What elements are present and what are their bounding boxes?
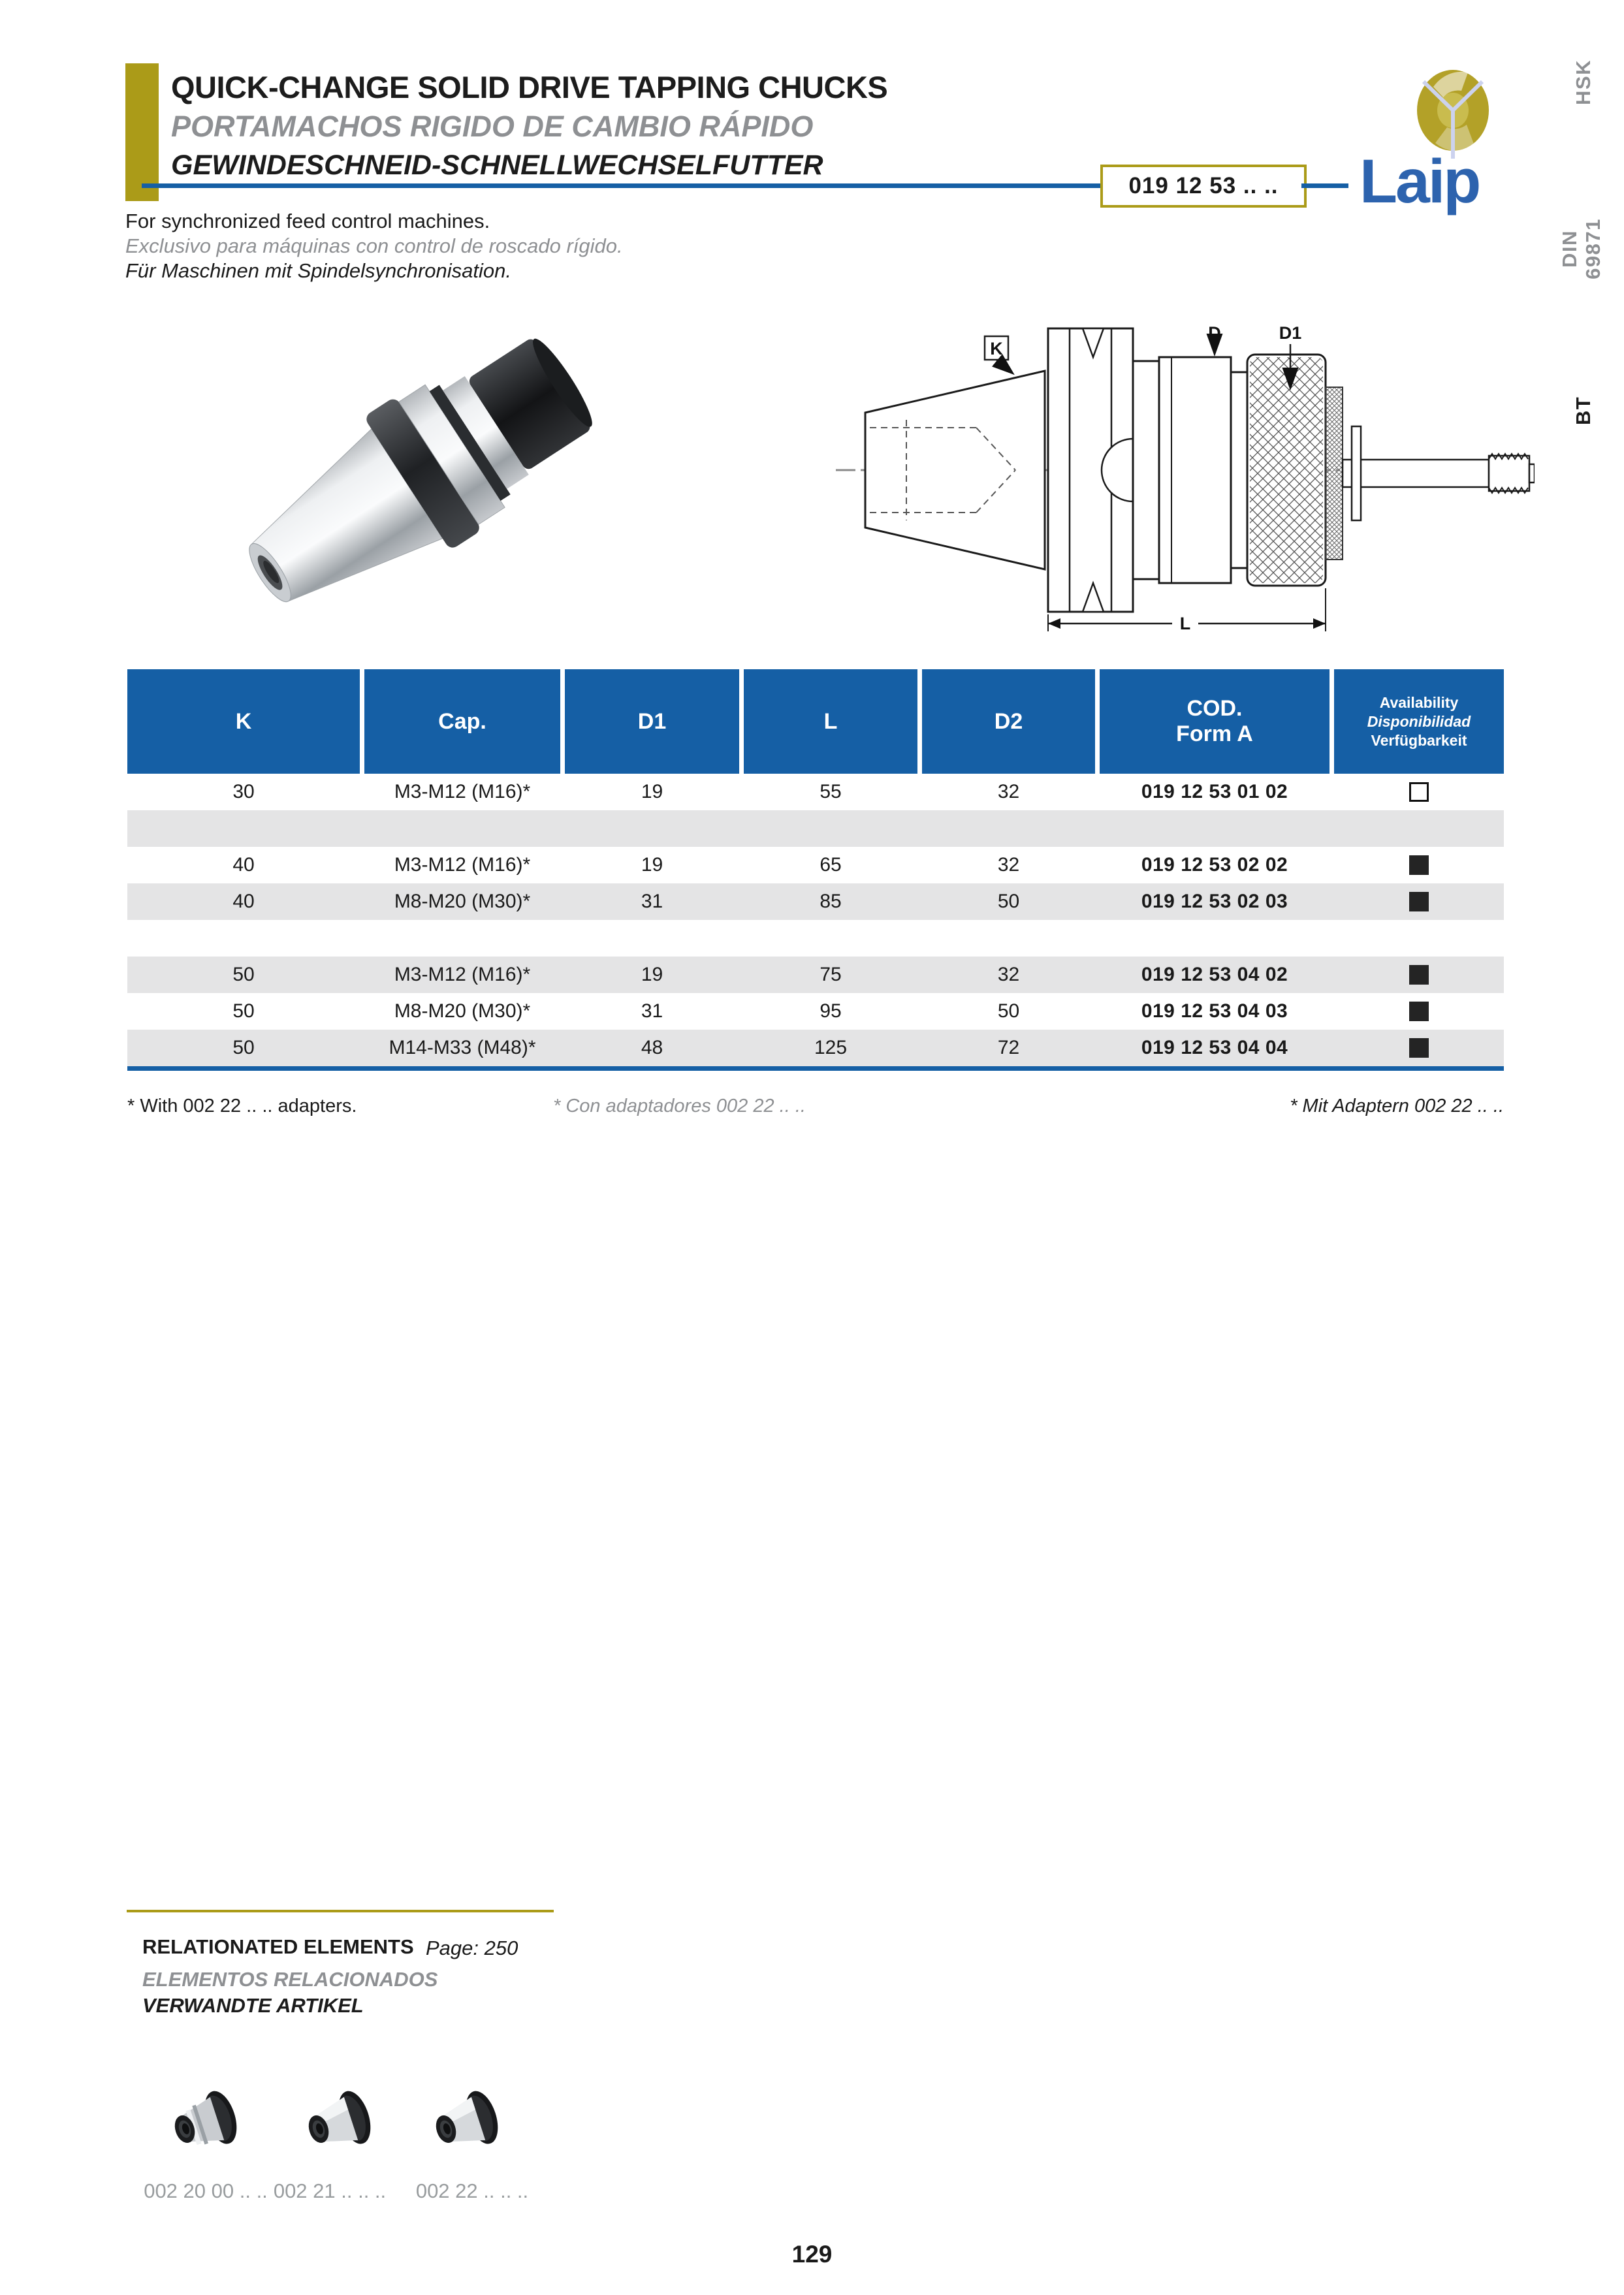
col-header-d2: D2 — [922, 669, 1095, 774]
availability-de: Verfügbarkeit — [1371, 731, 1467, 749]
table-row — [127, 957, 1504, 993]
col-header-d1: D1 — [565, 669, 739, 774]
sidebar-label-hsk: HSK — [1572, 59, 1595, 105]
cell-cod: 019 12 53 01 02 — [1141, 781, 1288, 802]
table-row — [127, 883, 1504, 920]
dimensions-table — [127, 669, 1504, 1071]
adapter-code-3: 002 22 .. .. .. — [415, 2179, 529, 2202]
intro-german: Für Maschinen mit Spindelsynchronisation. — [125, 259, 511, 282]
cell-availability — [1334, 883, 1504, 920]
related-title-german: VERWANDTE ARTIKEL — [142, 1994, 364, 2017]
cell-l: 65 — [820, 854, 842, 876]
drawing-label-k: K — [990, 339, 1003, 358]
availability-square — [1409, 1038, 1429, 1058]
table-row — [127, 774, 1504, 810]
product-code-box — [1100, 165, 1307, 208]
cell-d2: 32 — [997, 781, 1020, 802]
cell-cod: 019 12 53 02 02 — [1141, 854, 1288, 876]
table-row — [127, 993, 1504, 1030]
title-german: GEWINDESCHNEID-SCHNELLWECHSELFUTTER — [171, 150, 823, 181]
page-title — [171, 68, 1085, 184]
cell-d1: 19 — [641, 781, 663, 802]
col-header-cap: Cap. — [364, 669, 560, 774]
cell-cap: M3-M12 (M16)* — [394, 781, 531, 802]
col-header-availability — [1334, 669, 1504, 774]
cell-cod: 019 12 53 02 03 — [1141, 891, 1288, 912]
cell-d1: 19 — [641, 964, 663, 985]
cell-k: 50 — [232, 964, 255, 985]
header-rule-left — [142, 183, 1100, 188]
intro-english: For synchronized feed control machines. — [125, 210, 490, 232]
col-header-k: K — [127, 669, 360, 774]
cell-k: 50 — [232, 1037, 255, 1058]
cell-d1: 19 — [641, 854, 663, 876]
table-spacer-row — [127, 810, 1504, 847]
cell-cap: M3-M12 (M16)* — [394, 964, 531, 985]
adapter-code-1: 002 20 00 .. .. — [144, 2179, 268, 2202]
intro-spanish: Exclusivo para máquinas con control de roscado rígido. — [125, 234, 623, 257]
drawing-label-l: L — [1179, 614, 1191, 633]
cell-availability — [1334, 847, 1504, 883]
availability-square — [1409, 892, 1429, 911]
table-spacer-row — [127, 920, 1504, 957]
related-divider-line — [127, 1910, 554, 1912]
gold-accent-bar — [125, 63, 159, 201]
cell-d1: 31 — [641, 891, 663, 912]
cell-k: 30 — [232, 781, 255, 802]
cell-l: 125 — [814, 1037, 848, 1058]
cell-d2: 32 — [997, 964, 1020, 985]
sidebar-label-din-number: 69871 — [1582, 218, 1604, 279]
cell-cod: 019 12 53 04 02 — [1141, 964, 1288, 985]
cell-cap: M14-M33 (M48)* — [389, 1037, 536, 1058]
availability-square — [1409, 1002, 1429, 1021]
technical-drawing — [829, 317, 1535, 643]
footnote-spanish: * Con adaptadores 002 22 .. .. — [553, 1096, 806, 1116]
footnote-german: * Mit Adaptern 002 22 .. .. — [1290, 1096, 1504, 1116]
related-page-reference: Page: 250 — [426, 1937, 518, 1959]
cell-l: 75 — [820, 964, 842, 985]
cell-d2: 50 — [997, 891, 1020, 912]
cell-cod: 019 12 53 04 04 — [1141, 1037, 1288, 1058]
col-header-l: L — [744, 669, 917, 774]
title-english: QUICK-CHANGE SOLID DRIVE TAPPING CHUCKS — [171, 70, 888, 104]
cell-cap: M8-M20 (M30)* — [394, 1000, 531, 1022]
cell-availability — [1334, 774, 1504, 810]
table-row — [127, 847, 1504, 883]
cell-d2: 50 — [997, 1000, 1020, 1022]
cell-availability — [1334, 957, 1504, 993]
availability-square — [1409, 855, 1429, 875]
cell-availability — [1334, 993, 1504, 1030]
col-header-cod-line1: COD. — [1186, 696, 1243, 721]
cell-availability — [1334, 1030, 1504, 1066]
related-title-english: RELATIONATED ELEMENTS — [142, 1935, 414, 1958]
availability-en: Availability — [1379, 693, 1459, 711]
cell-d2: 32 — [997, 854, 1020, 876]
header-rule-right — [1301, 183, 1348, 188]
availability-square — [1409, 782, 1429, 802]
product-photo — [163, 320, 673, 633]
cell-d1: 31 — [641, 1000, 663, 1022]
availability-es: Disponibilidad — [1367, 712, 1471, 730]
table-header-row — [127, 669, 1504, 774]
cell-k: 50 — [232, 1000, 255, 1022]
availability-square — [1409, 965, 1429, 985]
cell-l: 85 — [820, 891, 842, 912]
table-bottom-rule — [127, 1066, 1504, 1071]
cell-d1: 48 — [641, 1037, 663, 1058]
title-spanish: PORTAMACHOS RIGIDO DE CAMBIO RÁPIDO — [171, 110, 814, 143]
col-header-cod-line2: Form A — [1176, 721, 1253, 746]
sidebar-label-bt: BT — [1572, 396, 1595, 426]
table-row — [127, 1030, 1504, 1066]
page-number: 129 — [791, 2241, 833, 2268]
sidebar-label-din: DIN — [1558, 230, 1581, 268]
intro-text — [125, 209, 623, 283]
adapter-thumbnail-2 — [296, 2080, 381, 2171]
cell-d2: 72 — [997, 1037, 1020, 1058]
drawing-label-d1: D1 — [1279, 323, 1302, 343]
laip-logo-text: Laip — [1360, 147, 1480, 216]
col-header-cod — [1100, 669, 1329, 774]
cell-cod: 019 12 53 04 03 — [1141, 1000, 1288, 1022]
adapter-code-2: 002 21 .. .. .. — [273, 2179, 387, 2202]
related-title-spanish: ELEMENTOS RELACIONADOS — [142, 1968, 438, 1991]
cell-l: 95 — [820, 1000, 842, 1022]
drawing-label-d: D — [1208, 323, 1221, 343]
adapter-thumbnail-1 — [162, 2080, 247, 2171]
footnote-english: * With 002 22 .. .. adapters. — [127, 1096, 357, 1116]
cell-k: 40 — [232, 891, 255, 912]
product-code: 019 12 53 .. .. — [1128, 173, 1279, 198]
adapter-thumbnail-3 — [423, 2080, 508, 2171]
cell-k: 40 — [232, 854, 255, 876]
cell-cap: M3-M12 (M16)* — [394, 854, 531, 876]
cell-l: 55 — [820, 781, 842, 802]
cell-cap: M8-M20 (M30)* — [394, 891, 531, 912]
sidebar-label-din-69871 — [1558, 218, 1605, 279]
